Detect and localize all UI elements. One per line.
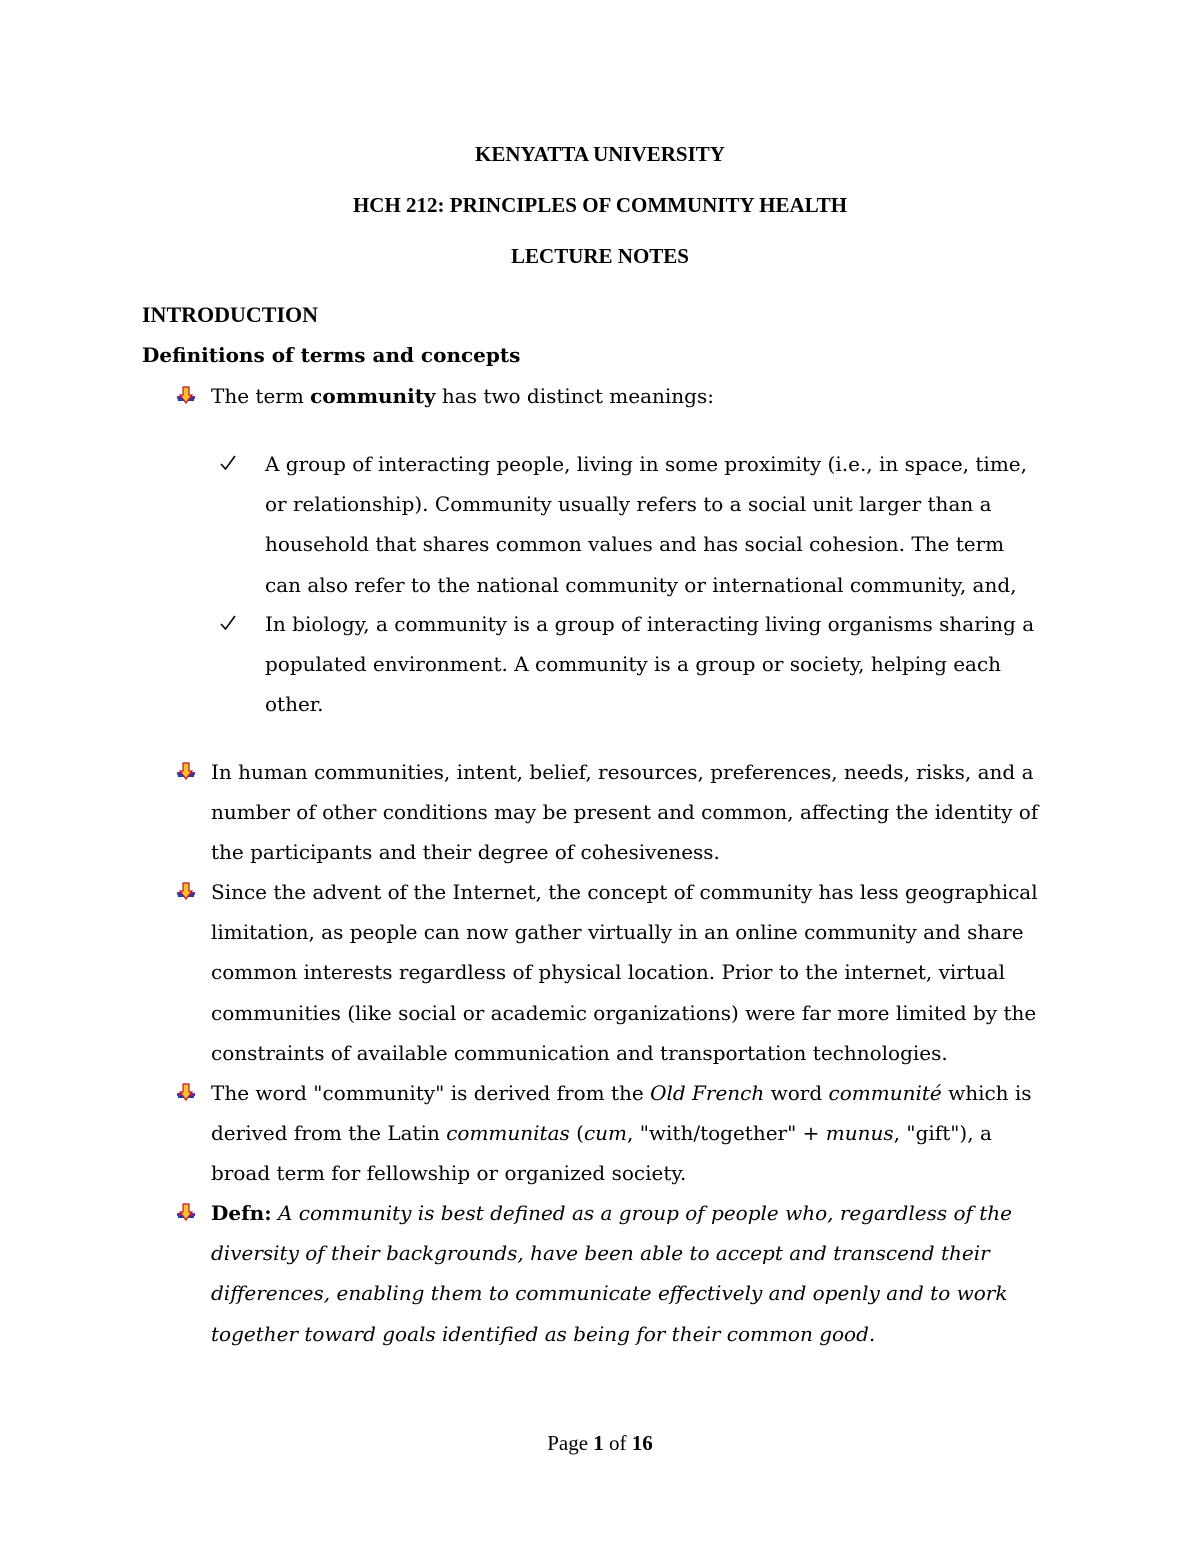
arrow-down-cross-icon bbox=[176, 1203, 196, 1223]
check-item-social bbox=[265, 444, 1065, 605]
definition-text: together toward goals identified as being for their common good. bbox=[211, 1321, 876, 1346]
check1-line: household that shares common values and has social cohesion. The term bbox=[265, 532, 1005, 557]
check-item-biology bbox=[265, 604, 1065, 725]
bullet1-suffix: has two distinct meanings: bbox=[435, 384, 714, 408]
etymology-text: , "with/together" + bbox=[627, 1121, 826, 1146]
page-number-footer bbox=[0, 1428, 1200, 1458]
bullet3-line: common interests regardless of physical location. Prior to the internet, virtual bbox=[211, 960, 1006, 985]
check2-line: populated environment. A community is a group or society, helping each bbox=[265, 652, 1002, 677]
definition-text: diversity of their backgrounds, have been able to accept and transcend their bbox=[211, 1241, 990, 1266]
check2-line: other. bbox=[265, 692, 324, 717]
etymology-text: which is bbox=[941, 1081, 1032, 1105]
bullet2-line: the participants and their degree of cohesiveness. bbox=[211, 840, 720, 865]
check1-line: or relationship). Community usually refers to a social unit larger than a bbox=[265, 492, 992, 517]
arrow-down-cross-icon bbox=[176, 1083, 196, 1103]
bullet1-prefix: The term bbox=[211, 384, 311, 408]
etymology-communitas: communitas bbox=[446, 1121, 570, 1146]
check1-line: can also refer to the national community or international community, and, bbox=[265, 572, 1017, 597]
section-subtitle: Definitions of terms and concepts bbox=[142, 343, 521, 367]
section-title: INTRODUCTION bbox=[142, 302, 319, 327]
bullet2-line: number of other conditions may be present and common, affecting the identity of bbox=[211, 800, 1039, 825]
checkmark-icon bbox=[219, 454, 237, 472]
bullet-community-meanings bbox=[211, 376, 811, 416]
checkmark-icon bbox=[219, 614, 237, 632]
bullet-internet bbox=[211, 872, 1071, 1073]
check1-line: A group of interacting people, living in some proximity (i.e., in space, time, bbox=[265, 452, 1027, 476]
bullet1-bold-term: community bbox=[310, 384, 436, 408]
doc-type-title: LECTURE NOTES bbox=[511, 244, 689, 268]
bullet-etymology bbox=[211, 1073, 1071, 1194]
arrow-down-cross-icon bbox=[176, 386, 196, 406]
bullet3-line: communities (like social or academic organizations) were far more limited by the bbox=[211, 1000, 1037, 1025]
etymology-old-french: Old French bbox=[650, 1081, 765, 1105]
footer-total-pages: 16 bbox=[631, 1431, 653, 1455]
etymology-text: ( bbox=[569, 1121, 584, 1146]
bullet3-line: limitation, as people can now gather virtually in an online community and share bbox=[211, 920, 1024, 945]
definition-text: differences, enabling them to communicate effectively and openly and to work bbox=[211, 1281, 1008, 1306]
etymology-communite: communité bbox=[828, 1081, 942, 1105]
definition-text: A community is best defined as a group of people who, regardless of the bbox=[271, 1201, 1013, 1225]
bullet2-line: In human communities, intent, belief, resources, preferences, needs, risks, and a bbox=[211, 760, 1034, 784]
check2-line: In biology, a community is a group of interacting living organisms sharing a bbox=[265, 612, 1035, 636]
definition-label: Defn: bbox=[211, 1201, 272, 1225]
etymology-text: derived from the Latin bbox=[211, 1121, 447, 1146]
etymology-text: The word "community" is derived from the bbox=[211, 1081, 651, 1105]
etymology-text: , "gift"), a bbox=[893, 1121, 992, 1146]
bullet-human-communities bbox=[211, 752, 1071, 873]
footer-current-page: 1 bbox=[593, 1431, 604, 1455]
footer-page-word: Page bbox=[547, 1431, 589, 1455]
footer-of-word: of bbox=[609, 1431, 627, 1455]
university-title: KENYATTA UNIVERSITY bbox=[475, 142, 725, 166]
bullet-definition bbox=[211, 1193, 1071, 1354]
arrow-down-cross-icon bbox=[176, 882, 196, 902]
bullet3-line: Since the advent of the Internet, the concept of community has less geographical bbox=[211, 880, 1038, 904]
etymology-munus: munus bbox=[825, 1121, 894, 1146]
course-title: HCH 212: PRINCIPLES OF COMMUNITY HEALTH bbox=[352, 193, 848, 217]
bullet3-line: constraints of available communication and transportation technologies. bbox=[211, 1040, 948, 1065]
etymology-text: word bbox=[764, 1081, 829, 1105]
arrow-down-cross-icon bbox=[176, 762, 196, 782]
etymology-cum: cum bbox=[583, 1121, 627, 1146]
etymology-text: broad term for fellowship or organized society. bbox=[211, 1161, 687, 1186]
